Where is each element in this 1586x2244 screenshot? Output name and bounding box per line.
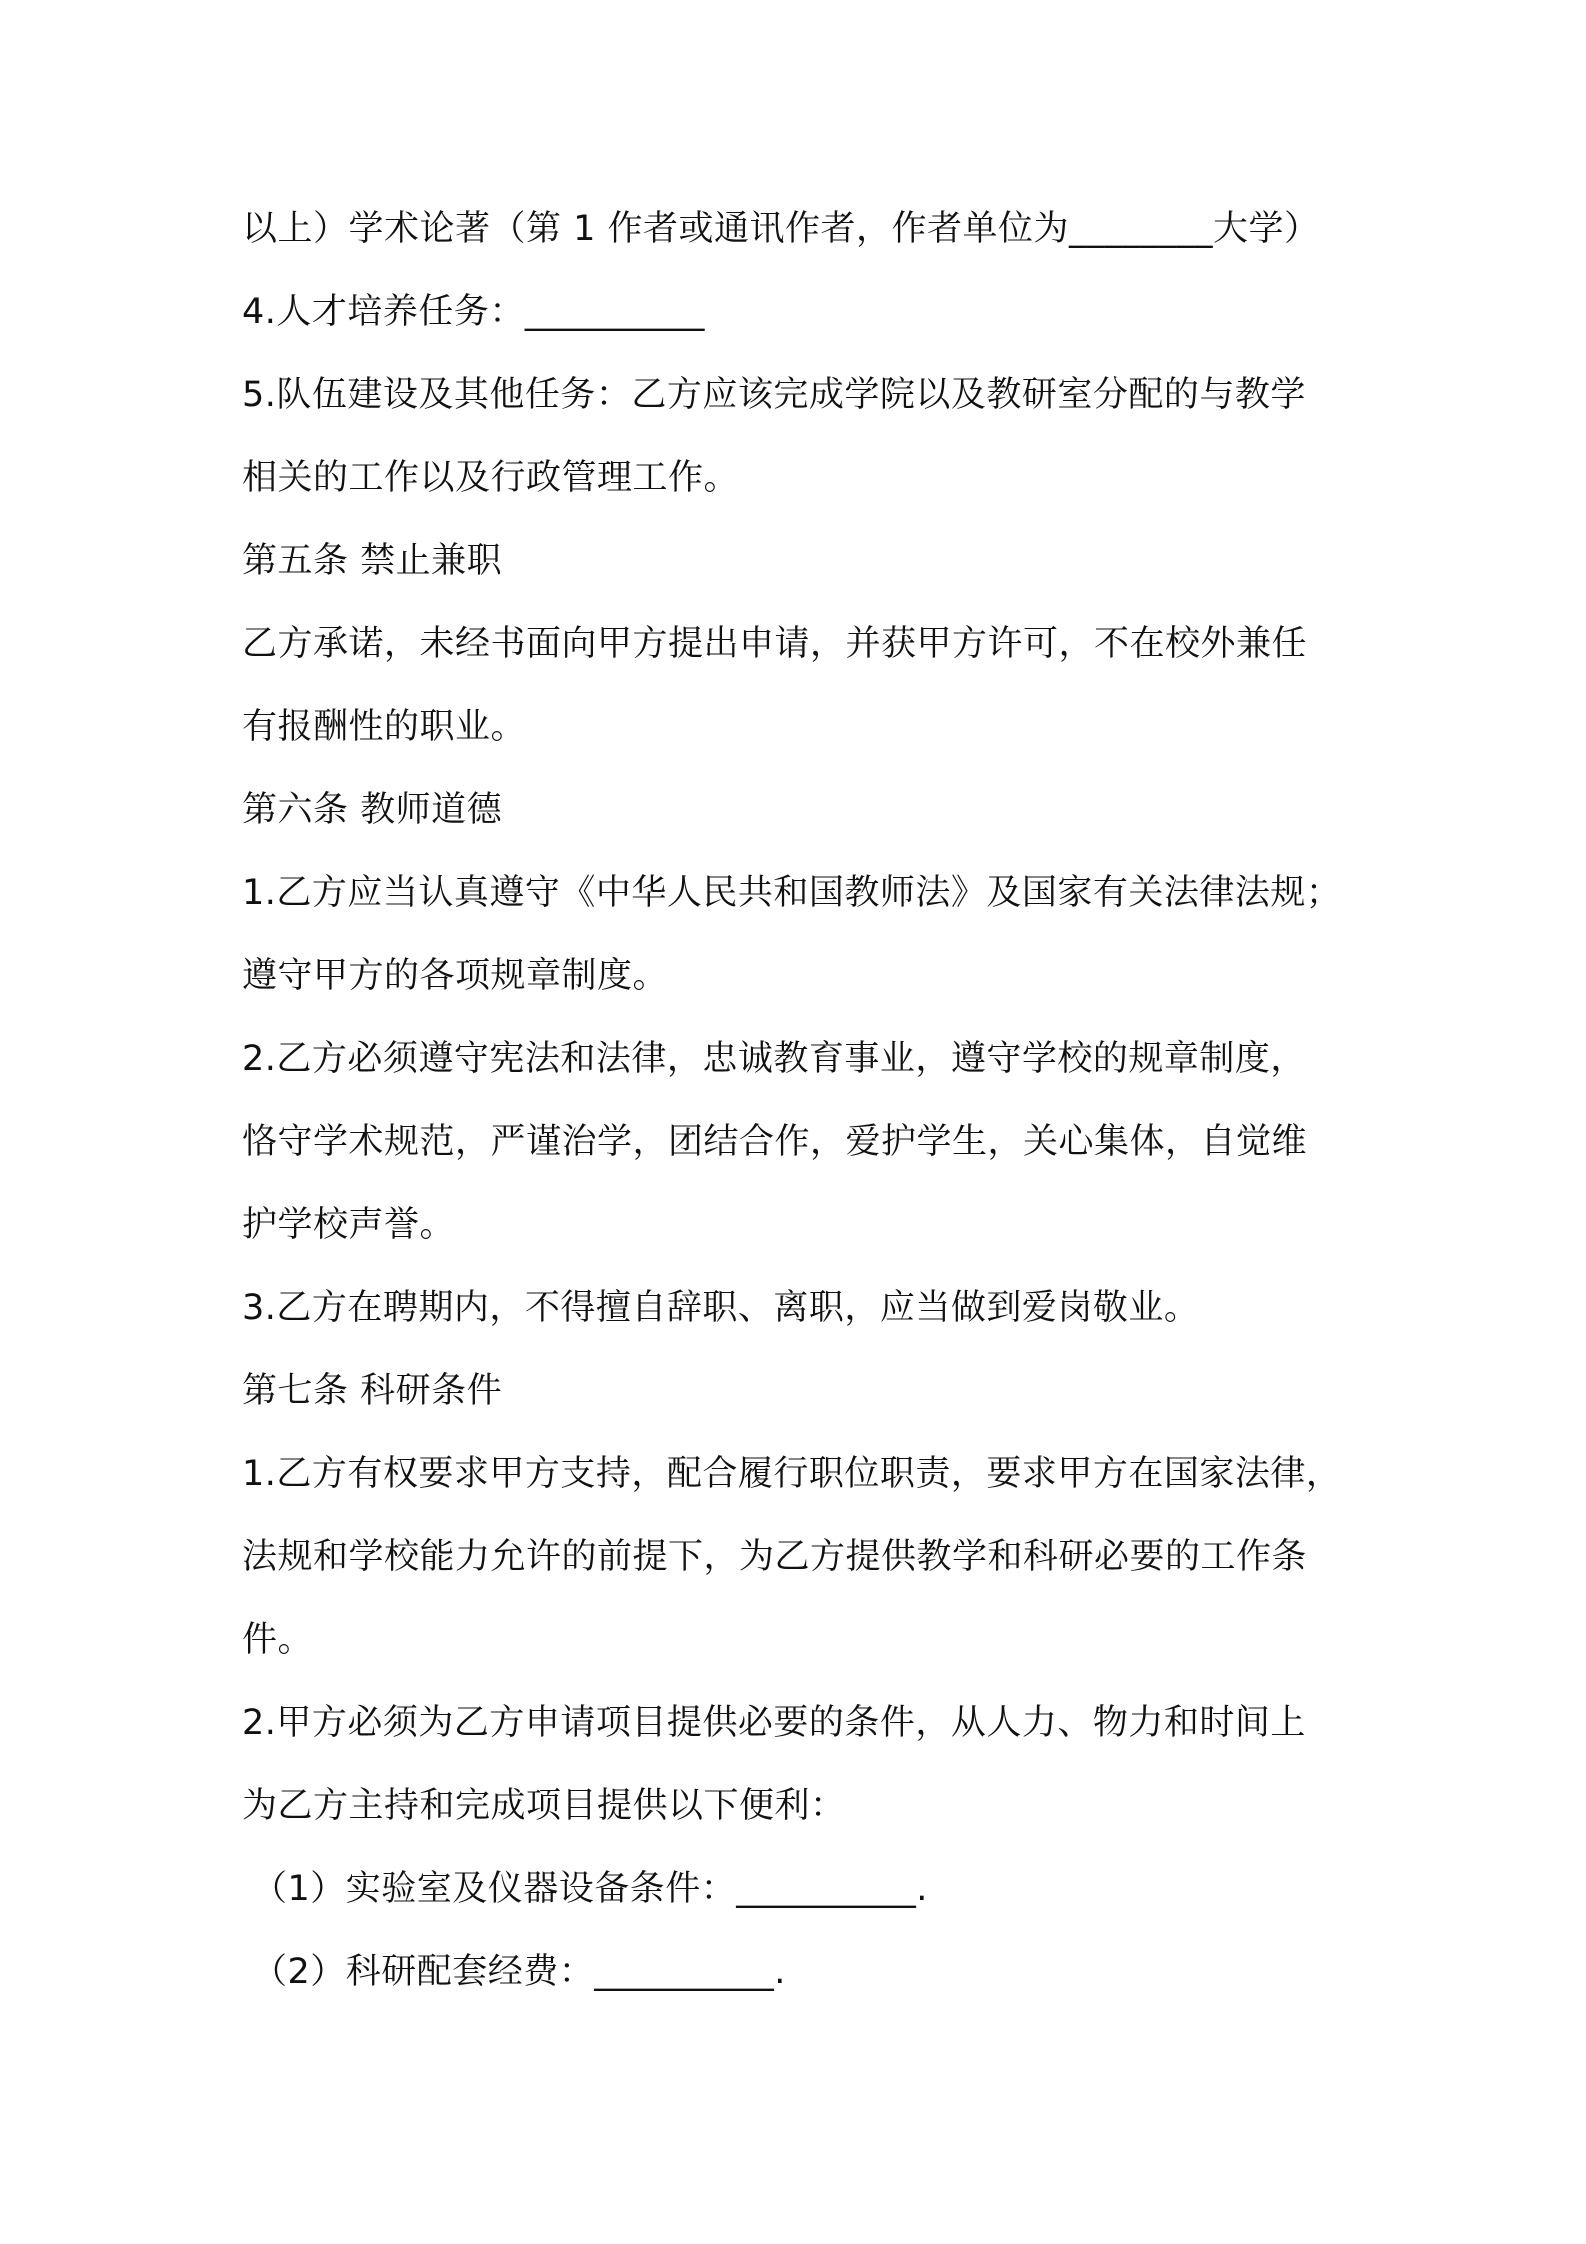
text-line: 恪守学术规范，严谨治学，团结合作，爱护学生，关心集体，自觉维 <box>242 1122 1308 1162</box>
text-line: 件。 <box>242 1620 314 1660</box>
list-item: （2）科研配套经费：__________. <box>252 1952 786 1992</box>
text-line: 1.乙方应当认真遵守《中华人民共和国教师法》及国家有关法律法规； <box>242 873 1342 913</box>
text-line: 4.人才培养任务：__________ <box>242 292 705 332</box>
text-line: 护学校声誉。 <box>242 1205 456 1245</box>
text-line: 遵守甲方的各项规章制度。 <box>242 956 669 996</box>
text-line: 1.乙方有权要求甲方支持，配合履行职位职责，要求甲方在国家法律， <box>242 1454 1342 1494</box>
text-line: 5.队伍建设及其他任务：乙方应该完成学院以及教研室分配的与教学 <box>242 375 1306 415</box>
text-line: 乙方承诺，未经书面向甲方提出申请，并获甲方许可，不在校外兼任 <box>242 624 1308 664</box>
text-line: 为乙方主持和完成项目提供以下便利： <box>242 1786 846 1826</box>
section-heading: 第五条 禁止兼职 <box>242 541 503 581</box>
text-line: 相关的工作以及行政管理工作。 <box>242 458 740 498</box>
section-heading: 第六条 教师道德 <box>242 790 503 830</box>
text-line: 2.甲方必须为乙方申请项目提供必要的条件，从人力、物力和时间上 <box>242 1703 1306 1743</box>
text-line: 法规和学校能力允许的前提下，为乙方提供教学和科研必要的工作条 <box>242 1537 1308 1577</box>
text-line: 3.乙方在聘期内，不得擅自辞职、离职，应当做到爱岗敬业。 <box>242 1288 1200 1328</box>
text-line: 2.乙方必须遵守宪法和法律，忠诚教育事业，遵守学校的规章制度， <box>242 1039 1306 1079</box>
list-item: （1）实验室及仪器设备条件：__________. <box>252 1869 928 1909</box>
text-line: 以上）学术论著（第 1 作者或通讯作者，作者单位为________大学） <box>242 209 1320 249</box>
text-line: 有报酬性的职业。 <box>242 707 527 747</box>
section-heading: 第七条 科研条件 <box>242 1371 503 1411</box>
